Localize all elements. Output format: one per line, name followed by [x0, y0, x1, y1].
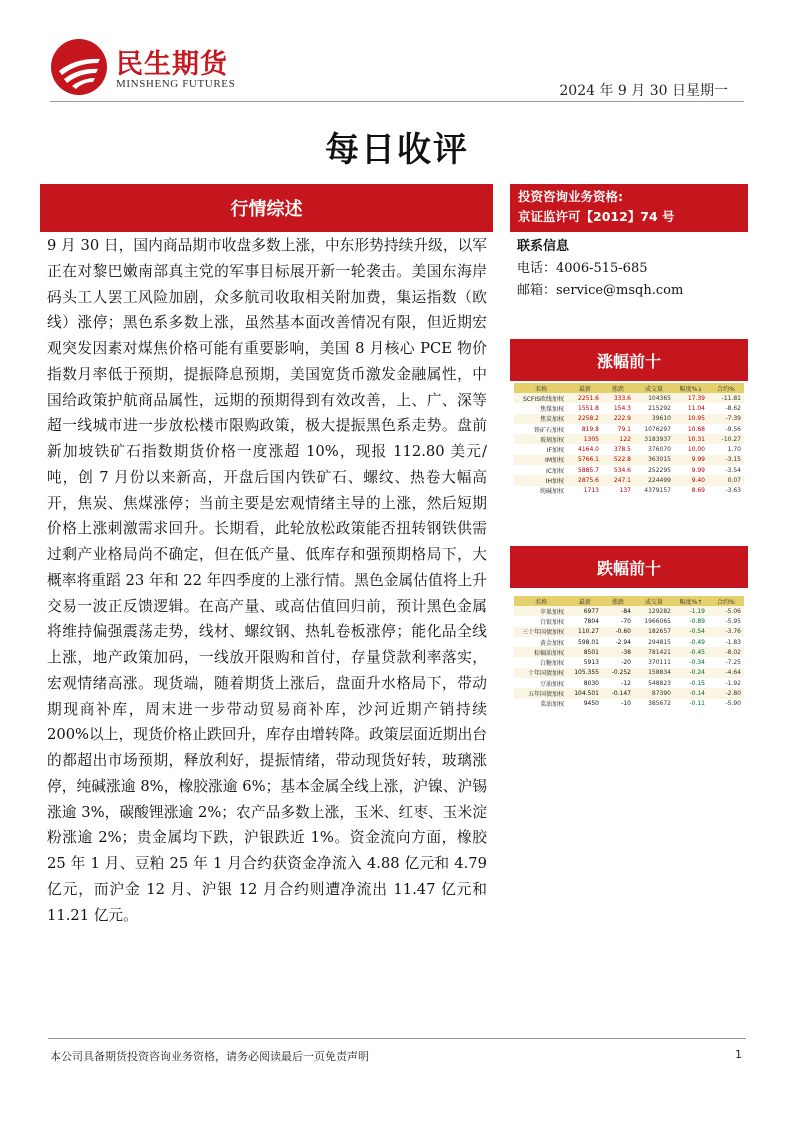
table-cell: -3.54: [725, 466, 741, 474]
table-cell: 247.1: [602, 475, 634, 485]
losers-header: 跌幅前十: [510, 546, 748, 588]
table-cell: 87390: [634, 688, 674, 698]
table-cell: -9.56: [725, 425, 741, 433]
table-cell: 豆油加权: [539, 680, 564, 688]
table-row: [514, 688, 744, 698]
table-cell: 104.501: [568, 688, 602, 698]
column-header: 合约%: [708, 383, 744, 393]
table-cell: 1551.8: [578, 404, 599, 412]
table-row: [514, 465, 744, 475]
table-cell: 1305: [568, 434, 602, 444]
column-header: 涨跌: [602, 383, 634, 393]
table-cell: IH加权: [514, 475, 568, 485]
contact-phone: 电话：4006-515-685: [517, 261, 648, 276]
table-cell: -0.11: [689, 700, 705, 708]
column-header: 名称: [514, 596, 568, 606]
table-cell: 363015: [634, 455, 674, 465]
table-row: [514, 403, 744, 413]
table-cell: 1076297: [644, 425, 671, 433]
column-header: 合约%: [708, 596, 744, 606]
table-cell: -4.64: [708, 668, 744, 678]
table-cell: -0.60: [602, 627, 634, 637]
table-cell: -0.147: [602, 688, 634, 698]
table-cell: 五年国债加权: [514, 688, 568, 698]
table-cell: 焦炭加权: [514, 414, 568, 424]
table-cell: -38: [602, 647, 634, 657]
table-cell: -84: [602, 606, 634, 616]
table-cell: 10.00: [687, 446, 705, 454]
table-cell: -0.15: [689, 679, 705, 687]
table-row: [514, 637, 744, 647]
table-cell: -2.94: [615, 638, 631, 646]
table-row: [514, 699, 744, 709]
table-cell: 534.6: [613, 466, 631, 474]
column-header: 涨跌: [602, 596, 634, 606]
table-cell: 10.95: [674, 414, 708, 424]
table-row: [514, 424, 744, 434]
contact-title: 联系信息: [517, 239, 570, 254]
table-cell: 252295: [648, 466, 671, 474]
table-cell: 10.68: [687, 425, 705, 433]
table-cell: 333.6: [602, 393, 634, 403]
table-cell: 5766.1: [568, 455, 602, 465]
table-row: [514, 434, 744, 444]
table-cell: 122: [602, 434, 634, 444]
table-cell: 焦煤加权: [539, 405, 564, 413]
qualification-line-1: 投资咨询业务资格:: [518, 189, 623, 204]
table-row: [514, 678, 744, 688]
table-row: [514, 668, 744, 678]
table-cell: 110.27: [568, 627, 602, 637]
market-summary: [47, 233, 487, 928]
table-cell: 370111: [648, 659, 671, 667]
table-cell: 548823: [648, 679, 671, 687]
table-cell: 222.9: [602, 414, 634, 424]
table-cell: 4379157: [644, 487, 671, 495]
table-cell: -5.06: [708, 606, 744, 616]
contact-info: [517, 236, 747, 302]
table-cell: 3183937: [634, 434, 674, 444]
table-row: [514, 444, 744, 454]
table-row: [514, 455, 744, 465]
market-summary-text: 9 月 30 日，国内商品期市收盘多数上涨，中东形势持续升级，以军正在对黎巴嫩南部真主党的军事目标展开新一轮袭击。美国东海岸码头工人罢工风险加剧，众多航司收取相关附加费，集运指数（欧线）涨停；黑色系多数上涨，虽然基本面改善情况有限，但近期宏观突发因素对煤焦价格可能有重要影响，美国 8 月核心 PCE 物价指数月率低于预期，提振降息预期，美国宽货币激发金融属性，中国给政策护航商品属性，远期的预期得到有效改善，上、广、深等超一线城市进一步放松楼市限购政策，极大提振黑色系走势。盘前新加坡铁矿石指数期货价格一度涨超 10%，现报 112.80 美元/吨，创 7 月份以来新高，开盘后国内铁矿石、螺纹、热卷大幅高开，焦炭、焦煤涨停；当前主要是宏观情绪主导的上涨，然后短期价格上涨刺激需求回升。长期看，此轮放松政策能否扭转钢铁供需过剩产业格局尚不确定，但在低产量、低库存和强预期格局下，大概率将重蹈 23 年和 22 年四季度的上涨行情。黑色金属估值将上升交易一波正反馈逻辑。在高产量、或高估值回归前，预计黑色金属将维持偏强震荡走势，线材、螺纹钢、热轧卷板涨停；能化品全线上涨，地产政策加码，一线放开限购和首付，存量贷款利率落实，宏观情绪高涨。现货端，随着期货上涨后，盘面升水格局下，带动期现商补库，周末进一步带动贸易商补库，沙河近期产销持续 200%以上，现货价格止跌回升，库存由增转降。政策层面近期出台的都超出市场预期，释放利好，提振情绪，带动现货好转，玻璃涨停，纯碱涨逾 8%，橡胶涨逾 6%；基本金属全线上涨，沪镍、沪锡涨逾 3%，碳酸锂涨逾 2%；农产品多数上涨，玉米、红枣、玉米淀粉涨逾 2%；贵金属均下跌，沪银跌近 1%。资金流向方面，橡胶 25 年 1 月、豆粕 25 年 1 月合约获资金净流入 4.88 亿元和 4.79 亿元，而沪金 12 月、沪银 12 月合约则遭净流出 11.47 亿元和 11.21 亿元。: [47, 237, 487, 924]
table-cell: 5885.7: [578, 466, 599, 474]
table-row: [514, 475, 744, 485]
table-cell: -70: [621, 617, 631, 625]
table-row: [514, 486, 744, 496]
table-cell: 819.8: [581, 425, 599, 433]
brand-name-en: MINSHENG FUTURES: [116, 78, 236, 90]
footer-divider: [48, 1038, 746, 1039]
table-cell: 104365: [634, 393, 674, 403]
table-cell: 137: [619, 487, 631, 495]
table-cell: -1.83: [725, 638, 741, 646]
table-cell: 385672: [648, 700, 671, 708]
table-cell: -11.81: [708, 393, 744, 403]
table-cell: -0.252: [602, 668, 634, 678]
page-number: 1: [735, 1048, 742, 1061]
table-cell: -20: [621, 659, 631, 667]
table-cell: -8.62: [725, 404, 741, 412]
table-cell: 39610: [634, 414, 674, 424]
gainers-table: [514, 383, 744, 496]
table-cell: 三十年国债加权: [514, 627, 568, 637]
table-cell: 294815: [648, 638, 671, 646]
table-cell: 10.31: [674, 434, 708, 444]
table-cell: -7.39: [708, 414, 744, 424]
company-logo: [50, 38, 250, 98]
table-cell: 9450: [583, 700, 599, 708]
column-header: 成交量: [634, 596, 674, 606]
table-cell: 9.40: [674, 475, 708, 485]
table-cell: 8030: [583, 679, 599, 687]
table-row: [514, 647, 744, 657]
table-cell: -1.92: [725, 679, 741, 687]
table-cell: -0.45: [674, 647, 708, 657]
column-header: 最新: [568, 383, 602, 393]
table-row: [514, 657, 744, 667]
table-cell: 8501: [568, 647, 602, 657]
table-row: [514, 616, 744, 626]
minsheng-logo-icon: [50, 38, 108, 96]
table-cell: 9.99: [674, 455, 708, 465]
table-cell: -0.24: [674, 668, 708, 678]
table-cell: 菜油加权: [539, 701, 564, 709]
table-cell: 棕榈油加权: [514, 647, 568, 657]
header-divider: [50, 101, 744, 102]
column-header: 名称: [514, 383, 568, 393]
contact-email[interactable]: 邮箱：service@msqh.com: [517, 283, 684, 298]
table-cell: IC加权: [546, 467, 564, 475]
table-cell: 2875.6: [568, 475, 602, 485]
table-cell: 158834: [634, 668, 674, 678]
table-cell: -5.90: [725, 700, 741, 708]
table-cell: IF加权: [546, 447, 564, 455]
table-cell: -2.80: [708, 688, 744, 698]
table-cell: 182657: [634, 627, 674, 637]
table-cell: 598.01: [578, 638, 599, 646]
qualification-line-2: 京证监许可【2012】74 号: [518, 209, 675, 224]
brand-name-cn: 民生期货: [116, 49, 228, 80]
table-cell: 215292: [648, 404, 671, 412]
table-cell: 2251.6: [568, 393, 602, 403]
table-cell: 黄金加权: [539, 639, 564, 647]
table-cell: 白糖加权: [539, 660, 564, 668]
table-cell: 781421: [634, 647, 674, 657]
table-cell: 7804: [583, 617, 599, 625]
table-cell: 11.04: [687, 404, 705, 412]
table-cell: 白银加权: [539, 618, 564, 626]
table-cell: 苹果加权: [514, 606, 568, 616]
table-cell: 378.5: [613, 446, 631, 454]
table-cell: 129282: [634, 606, 674, 616]
table-row: [514, 393, 744, 403]
table-cell: 522.8: [602, 455, 634, 465]
table-cell: 79.1: [617, 425, 631, 433]
table-cell: -7.25: [725, 659, 741, 667]
table-cell: IM加权: [514, 455, 568, 465]
table-cell: -0.34: [689, 659, 705, 667]
table-cell: 6977: [568, 606, 602, 616]
gainers-header: 涨幅前十: [510, 339, 748, 381]
table-cell: SCFIS欧线加权: [514, 393, 568, 403]
table-cell: 2258.2: [568, 414, 602, 424]
table-cell: 玻璃加权: [514, 434, 568, 444]
table-cell: -8.02: [708, 647, 744, 657]
table-row: [514, 414, 744, 424]
table-cell: 224499: [634, 475, 674, 485]
table-cell: 纯碱加权: [539, 488, 564, 496]
page-title: 每日收评: [325, 130, 469, 170]
qualification-box: [510, 184, 748, 232]
table-cell: -0.89: [689, 617, 705, 625]
table-cell: 0.07: [708, 475, 744, 485]
table-cell: 8.69: [691, 487, 705, 495]
table-row: [514, 627, 744, 637]
table-cell: 376070: [648, 446, 671, 454]
report-date: 2024 年 9 月 30 日星期一: [559, 83, 728, 99]
table-cell: 十年国债加权: [514, 668, 568, 678]
table-cell: 铁矿石加权: [533, 426, 564, 434]
table-cell: 105.355: [568, 668, 602, 678]
table-cell: 1966065: [644, 617, 671, 625]
table-cell: 1713: [583, 487, 599, 495]
table-cell: -3.76: [708, 627, 744, 637]
table-cell: -0.14: [674, 688, 708, 698]
column-header: 成交量: [634, 383, 674, 393]
table-cell: -3.15: [708, 455, 744, 465]
table-cell: -0.49: [689, 638, 705, 646]
column-header: 最新: [568, 596, 602, 606]
table-cell: 4164.0: [578, 446, 599, 454]
table-cell: 5913: [583, 659, 599, 667]
table-cell: -10.27: [708, 434, 744, 444]
table-cell: -10: [621, 700, 631, 708]
losers-table: [514, 596, 744, 709]
table-cell: -0.54: [674, 627, 708, 637]
section-header: 行情综述: [40, 184, 493, 232]
table-cell: -5.95: [725, 617, 741, 625]
table-cell: 154.3: [613, 404, 631, 412]
table-cell: -3.63: [725, 487, 741, 495]
table-cell: -1.19: [674, 606, 708, 616]
table-row: [514, 606, 744, 616]
table-cell: 1.70: [727, 446, 741, 454]
table-cell: 17.39: [674, 393, 708, 403]
column-header: 幅度%↓: [674, 383, 708, 393]
table-cell: -12: [621, 679, 631, 687]
column-header: 幅度%↑: [674, 596, 708, 606]
table-cell: 9.99: [691, 466, 705, 474]
footer-disclaimer: 本公司具备期货投资咨询业务资格，请务必阅读最后一页免责声明: [50, 1050, 369, 1063]
